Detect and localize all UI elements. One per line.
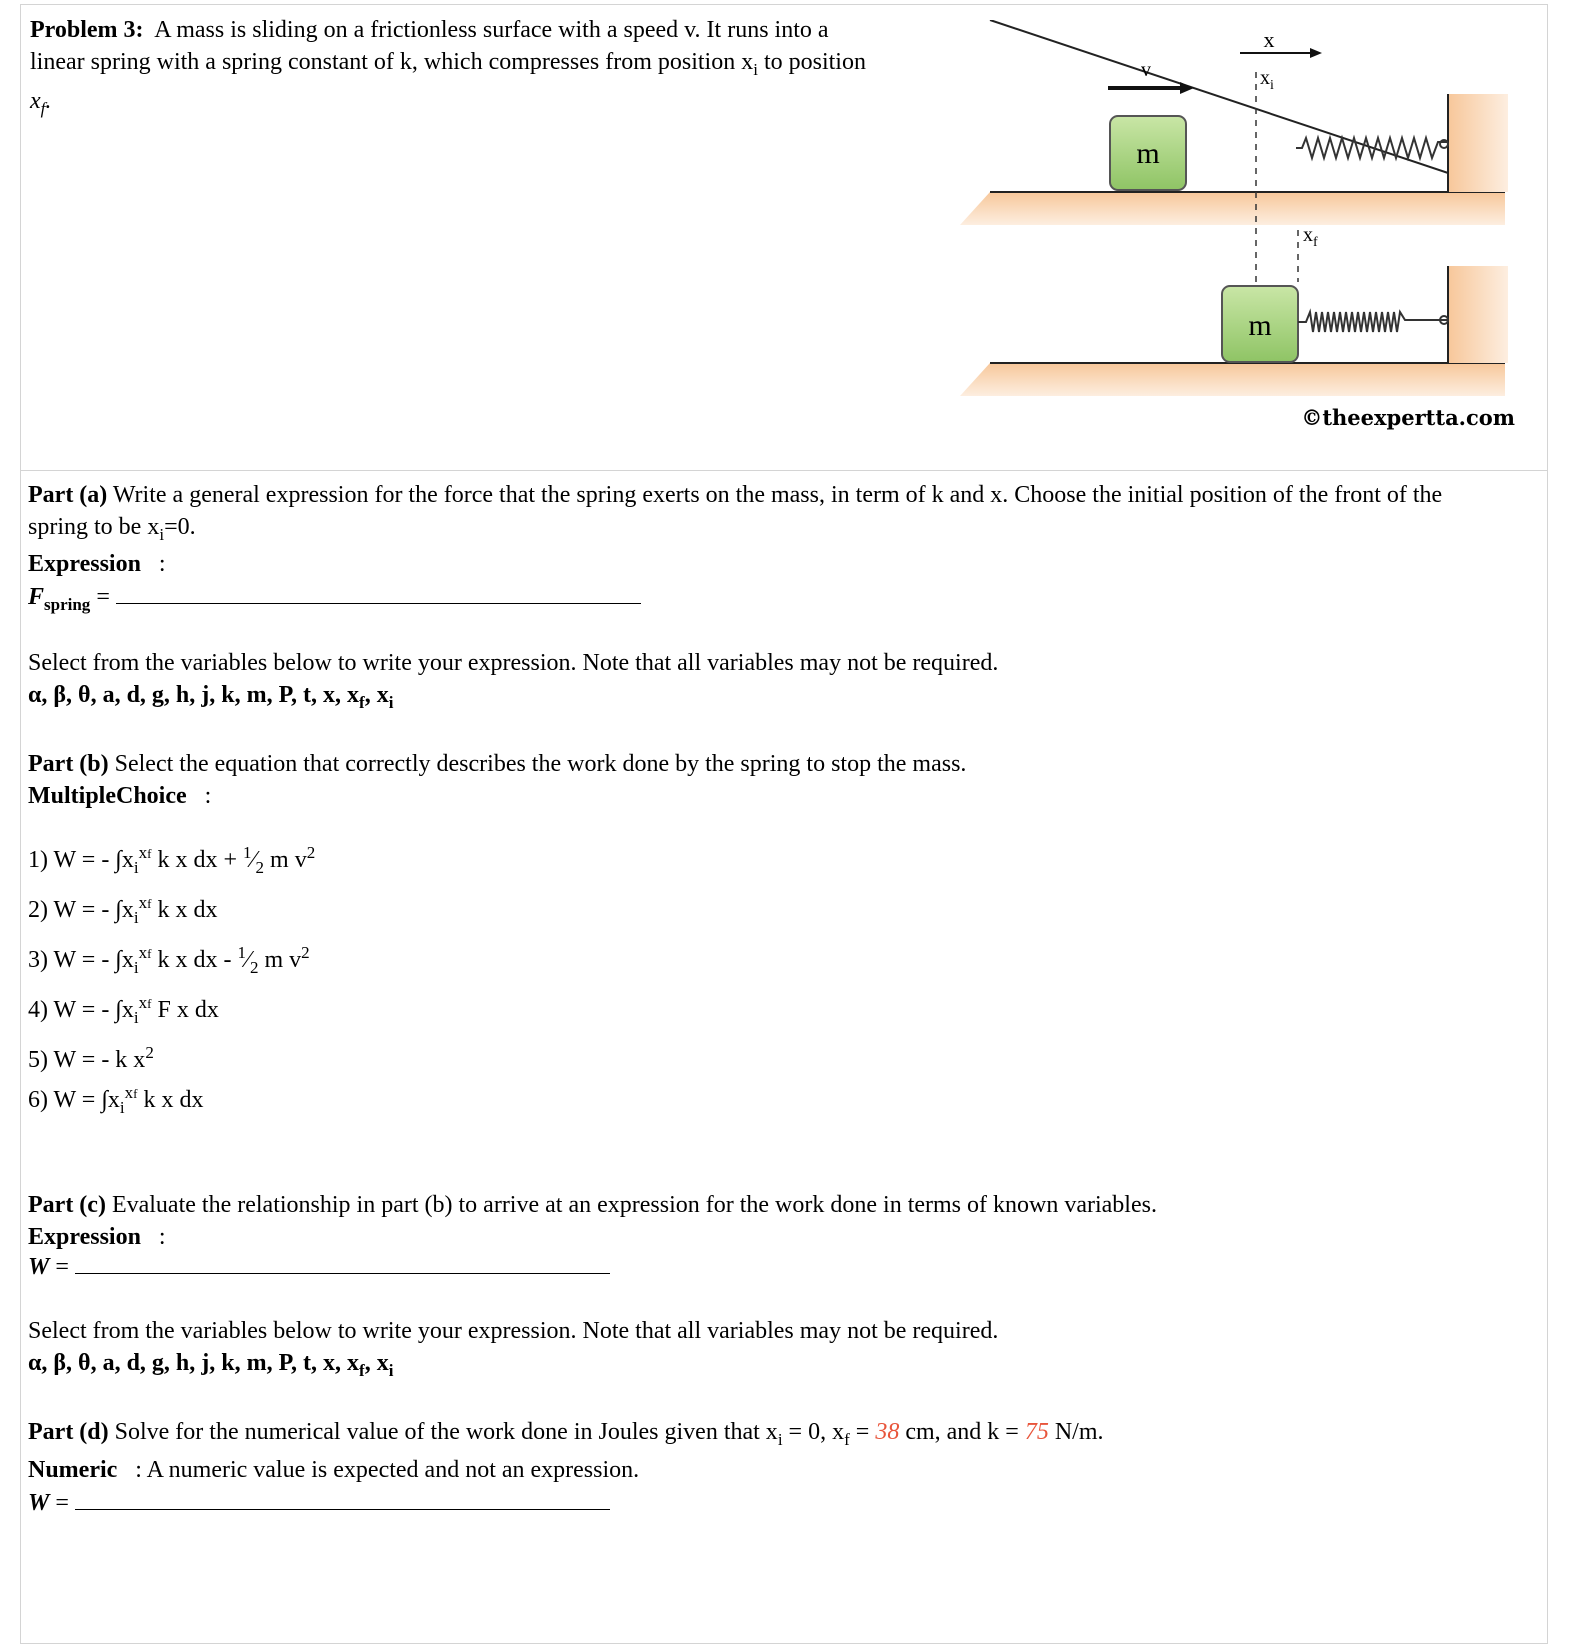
part-d-answer-row	[28, 1488, 610, 1518]
part-c-select-text: Select from the variables below to write your expression. Note that all variables may not be required.	[28, 1318, 999, 1344]
part-a-line-2	[28, 512, 196, 542]
part-c-colon: :	[158, 1224, 166, 1250]
part-b-type-row	[28, 781, 211, 811]
xf-value: 38	[875, 1419, 900, 1445]
part-d-var: W	[28, 1490, 50, 1516]
part-a-var: F	[28, 584, 45, 610]
spring-bottom	[1298, 312, 1448, 332]
part-d-type-label: Numeric	[28, 1457, 118, 1483]
part-d-type-row	[28, 1455, 639, 1485]
xf-label: $x_f$	[1303, 224, 1318, 250]
problem-text-2-sub: i	[753, 59, 758, 79]
part-a-colon: :	[158, 551, 166, 577]
problem-line-3	[30, 86, 51, 116]
choice-4[interactable]: 4) W = - $\int x_i^{xf}$ F x dx	[28, 993, 219, 1027]
wall-bottom	[1448, 266, 1508, 363]
part-a-type-row	[28, 549, 166, 579]
problem-text-3-sub: f	[40, 98, 46, 118]
part-a-text-2-sub: i	[159, 524, 165, 544]
spring-mass-figure	[960, 20, 1540, 440]
part-b-text: Select the equation that correctly describes the work done by the spring to stop the mass.	[108, 751, 967, 777]
problem-text-2-end: to position	[757, 49, 866, 75]
part-d-answer-input[interactable]	[75, 1491, 610, 1510]
choice-5[interactable]: 5) W = - k $x^2$	[28, 1043, 154, 1073]
choice-1[interactable]: 1) W = - $\int x_i^{xf}$ k x dx + $^1⁄_2$ m $v^2$	[28, 843, 316, 877]
part-a-label: Part (a)	[28, 482, 108, 508]
part-c-var: W	[28, 1254, 50, 1280]
floor-top	[960, 192, 1505, 225]
problem-text-3-end: .	[45, 88, 52, 114]
choice-2[interactable]: 2) W = - $\int x_i^{xf}$ k x dx	[28, 893, 218, 927]
velocity-label: v	[1141, 59, 1151, 81]
problem-label: Problem 3:	[30, 17, 144, 43]
k-value: 75	[1024, 1419, 1049, 1445]
part-b-type-label: MultipleChoice	[28, 783, 187, 809]
part-b-colon: :	[204, 783, 212, 809]
problem-line-1	[30, 15, 829, 45]
problem-text-1: A mass is sliding on a frictionless surface with a speed v. It runs into a	[154, 17, 829, 43]
part-d-label: Part (d)	[28, 1419, 109, 1445]
choice-3[interactable]: 3) W = - $\int x_i^{xf}$ k x dx - $^1⁄_2$ m $v^2$	[28, 943, 310, 977]
part-d-type-desc: : A numeric value is expected and not an expression.	[129, 1457, 640, 1483]
part-a-type-label: Expression	[28, 551, 141, 577]
part-a-text-2-end: =0.	[164, 514, 196, 540]
mass-label-top: m	[1136, 137, 1160, 170]
section-divider	[20, 470, 1548, 471]
mass-label-bottom: m	[1248, 309, 1272, 342]
part-c-text: Evaluate the relationship in part (b) to arrive at an expression for the work done in terms of known variables.	[105, 1192, 1157, 1218]
part-c-variables: α, β, θ, a, d, g, h, j, k, m, P, t, x, $x_f$, $x_i$	[28, 1350, 394, 1380]
problem-line-2	[30, 47, 866, 77]
part-d-line: Part (d) Solve for the numerical value of the work done in Joules given that $x_i = 0$, $x_f = 38$ cm, and k = 75 N/m.	[28, 1419, 1104, 1449]
floor-bottom	[960, 363, 1505, 396]
part-b-label: Part (b)	[28, 751, 109, 777]
choice-6[interactable]: 6) $W = \int x_i^{xf}$ k x dx	[28, 1083, 204, 1117]
part-a-answer-row	[28, 582, 641, 612]
part-a-select-text: Select from the variables below to write your expression. Note that all variables may not be required.	[28, 650, 999, 676]
part-a-var-sub: spring	[44, 594, 91, 614]
xi-label: $x_i$	[1260, 67, 1274, 93]
part-a-text-2: spring to be x	[28, 514, 160, 540]
x-axis-label: x	[1263, 27, 1275, 52]
part-c-type-label: Expression	[28, 1224, 141, 1250]
part-b-line	[28, 749, 966, 779]
part-d-equals: =	[49, 1490, 69, 1516]
problem-text-2: linear spring with a spring constant of k, which compresses from position x	[30, 49, 754, 75]
problem-text-3: x	[30, 88, 41, 114]
part-c-equals: =	[49, 1254, 69, 1280]
part-c-answer-input[interactable]	[75, 1255, 610, 1274]
part-c-answer-row	[28, 1252, 610, 1282]
part-a-equals: =	[96, 584, 110, 610]
part-c-type-row	[28, 1222, 166, 1252]
part-a-variables: α, β, θ, a, d, g, h, j, k, m, P, t, x, $x_f$, $x_i$	[28, 682, 394, 712]
part-a-line-1	[28, 480, 1442, 510]
wall-top	[1448, 94, 1508, 192]
part-c-label: Part (c)	[28, 1192, 106, 1218]
part-a-answer-input[interactable]	[116, 585, 641, 604]
copyright-text: ©theexpertta.com	[1301, 405, 1515, 430]
part-a-text-1: Write a general expression for the force that the spring exerts on the mass, in term of k and x. Choose the initial position of the front of the	[107, 482, 1443, 508]
part-c-line	[28, 1190, 1157, 1220]
